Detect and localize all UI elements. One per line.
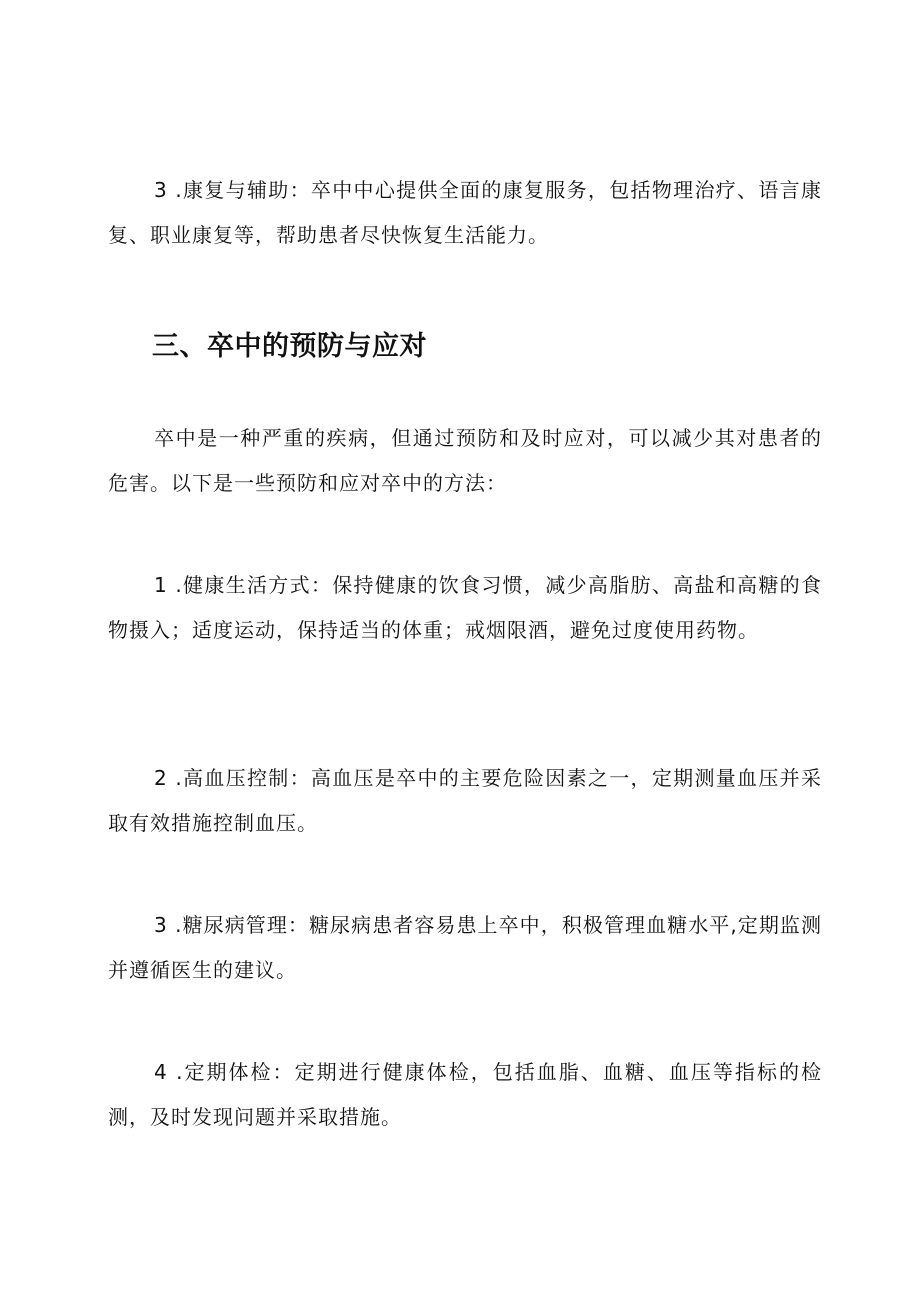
list-item: 1 .健康生活方式：保持健康的饮食习惯，减少高脂肪、高盐和高糖的食物摄入；适度运动，保持适当的体重；戒烟限酒，避免过度使用药物。 (108, 573, 822, 642)
section-intro-paragraph: 卒中是一种严重的疾病，但通过预防和及时应对，可以减少其对患者的危害。以下是一些预防和应对卒中的方法： (108, 426, 822, 495)
section-heading: 三、卒中的预防与应对 (152, 331, 427, 362)
list-item: 4 .定期体检：定期进行健康体检，包括血脂、血糖、血压等指标的检测，及时发现问题并采取措施。 (108, 1060, 822, 1129)
list-item: 3 .糖尿病管理：糖尿病患者容易患上卒中，积极管理血糖水平,定期监测并遵循医生的建议。 (108, 913, 822, 982)
list-item: 2 .高血压控制：高血压是卒中的主要危险因素之一，定期测量血压并采取有效措施控制血压。 (108, 766, 822, 835)
rehab-support-paragraph: 3 .康复与辅助：卒中中心提供全面的康复服务，包括物理治疗、语言康复、职业康复等，帮助患者尽快恢复生活能力。 (108, 178, 822, 247)
